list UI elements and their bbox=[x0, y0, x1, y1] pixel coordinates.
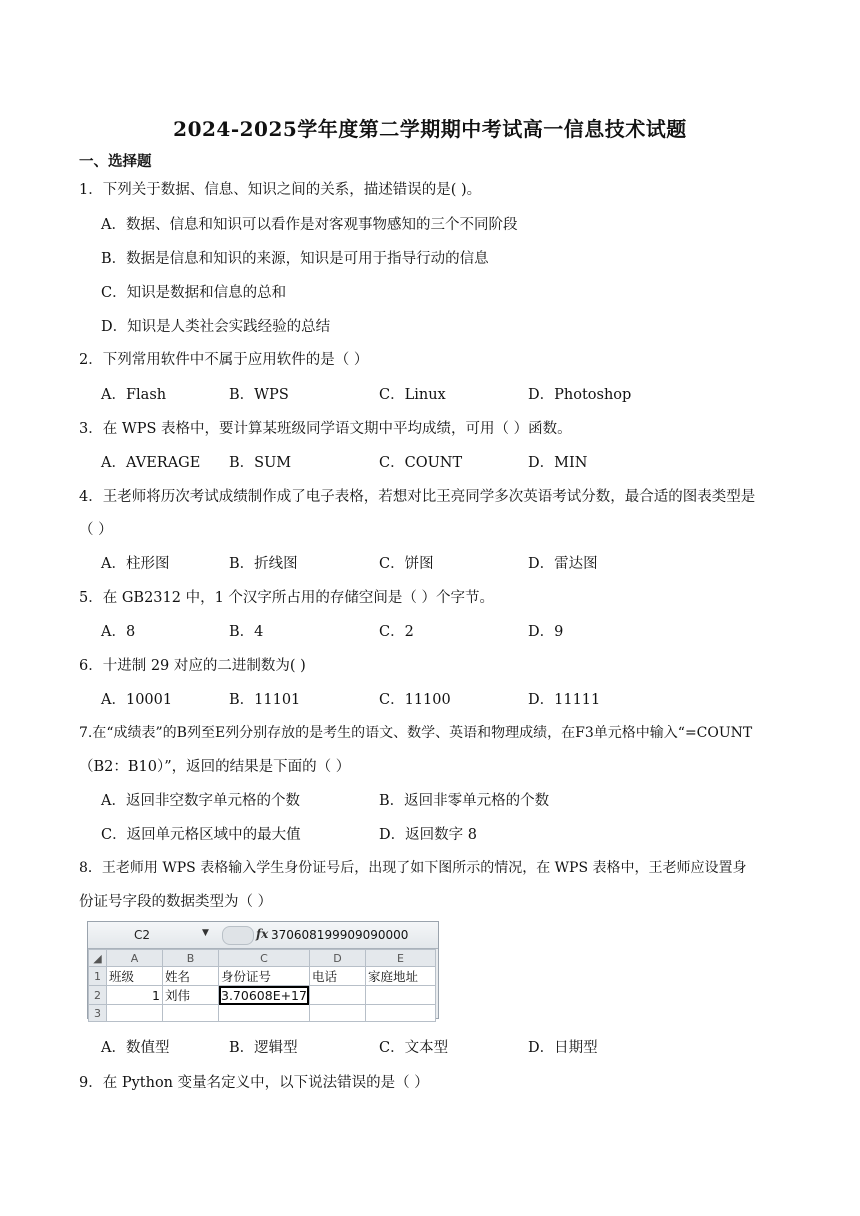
question-2-option-d: D．Photoshop bbox=[528, 387, 632, 403]
question-5-option-c: C．2 bbox=[379, 624, 414, 640]
cell: 姓名 bbox=[163, 967, 219, 986]
question-8-option-b: B．逻辑型 bbox=[229, 1040, 298, 1056]
question-4-stem-continued: （ ） bbox=[79, 522, 113, 538]
selected-cell: 3.70608E+17 bbox=[219, 986, 310, 1005]
cell bbox=[365, 1005, 435, 1022]
name-box: C2 bbox=[134, 928, 151, 942]
question-4-stem: 4．王老师将历次考试成绩制作成了电子表格，若想对比王亮同学多次英语考试分数，最合适的图表类型是 bbox=[79, 489, 756, 505]
cell: 刘伟 bbox=[163, 986, 219, 1005]
cell: 家庭地址 bbox=[365, 967, 435, 986]
cell bbox=[309, 986, 365, 1005]
column-header: D bbox=[309, 950, 365, 967]
cell bbox=[107, 1005, 163, 1022]
row-header: 3 bbox=[89, 1005, 107, 1022]
question-6-option-c: C．11100 bbox=[379, 692, 451, 708]
question-6-option-b: B．11101 bbox=[229, 692, 301, 708]
question-5-option-a: A．8 bbox=[101, 624, 136, 640]
question-2-option-a: A．Flash bbox=[101, 387, 167, 403]
chevron-down-icon: ▼ bbox=[202, 928, 209, 938]
question-2-stem: 2．下列常用软件中不属于应用软件的是（ ） bbox=[79, 352, 369, 368]
question-7-option-b: B．返回非零单元格的个数 bbox=[379, 793, 550, 809]
sheet-grid bbox=[88, 949, 436, 1022]
question-8-stem: 8．王老师用 WPS 表格输入学生身份证号后，出现了如下图所示的情况，在 WPS 表格中，王老师应设置身 bbox=[79, 860, 747, 876]
cell: 班级 bbox=[107, 967, 163, 986]
question-3-stem: 3．在 WPS 表格中，要计算某班级同学语文期中平均成绩，可用（ ）函数。 bbox=[79, 421, 572, 437]
row-header: 1 bbox=[89, 967, 107, 986]
question-7-option-d: D．返回数字 8 bbox=[379, 827, 477, 843]
question-1-option-c: C．知识是数据和信息的总和 bbox=[101, 285, 287, 301]
column-header: C bbox=[219, 950, 310, 967]
column-header: A bbox=[107, 950, 163, 967]
cell bbox=[309, 1005, 365, 1022]
page-title: 2024-2025学年度第二学期期中考试高一信息技术试题 bbox=[173, 117, 687, 141]
formula-value: 370608199909090000 bbox=[271, 928, 409, 942]
question-2-option-b: B．WPS bbox=[229, 387, 289, 403]
question-4-option-a: A．柱形图 bbox=[101, 556, 170, 572]
question-3-option-d: D．MIN bbox=[528, 455, 588, 471]
column-header: B bbox=[163, 950, 219, 967]
cell: 身份证号 bbox=[219, 967, 310, 986]
question-5-option-b: B．4 bbox=[229, 624, 264, 640]
cell bbox=[219, 1005, 310, 1022]
question-1-option-d: D．知识是人类社会实践经验的总结 bbox=[101, 319, 331, 335]
corner-cell: ◢ bbox=[89, 950, 107, 967]
section-heading: 一、选择题 bbox=[79, 153, 152, 170]
question-8-option-d: D．日期型 bbox=[528, 1040, 598, 1056]
question-7-stem-continued: （B2：B10）”，返回的结果是下面的（ ） bbox=[79, 759, 351, 775]
question-5-option-d: D．9 bbox=[528, 624, 564, 640]
cell bbox=[163, 1005, 219, 1022]
function-icon: fx bbox=[256, 927, 269, 941]
cell bbox=[365, 986, 435, 1005]
question-8-option-c: C．文本型 bbox=[379, 1040, 449, 1056]
question-7-option-c: C．返回单元格区域中的最大值 bbox=[101, 827, 301, 843]
question-4-option-c: C．饼图 bbox=[379, 556, 434, 572]
question-6-option-a: A．10001 bbox=[101, 692, 173, 708]
cell: 1 bbox=[107, 986, 163, 1005]
spreadsheet-figure bbox=[87, 921, 439, 1019]
question-6-option-d: D．11111 bbox=[528, 692, 601, 708]
question-3-option-c: C．COUNT bbox=[379, 455, 463, 471]
question-4-option-b: B．折线图 bbox=[229, 556, 298, 572]
question-1-option-a: A．数据、信息和知识可以看作是对客观事物感知的三个不同阶段 bbox=[101, 217, 518, 233]
question-9-stem: 9．在 Python 变量名定义中，以下说法错误的是（ ） bbox=[79, 1075, 429, 1091]
column-header: E bbox=[365, 950, 435, 967]
question-6-stem: 6．十进制 29 对应的二进制数为( ) bbox=[79, 658, 306, 674]
question-3-option-b: B．SUM bbox=[229, 455, 292, 471]
row-header: 2 bbox=[89, 986, 107, 1005]
cell: 电话 bbox=[309, 967, 365, 986]
question-7-stem: 7.在“成绩表”的B列至E列分别存放的是考生的语文、数学、英语和物理成绩，在F3单元格中输入“=COUNT bbox=[79, 725, 753, 741]
formula-bar bbox=[88, 922, 438, 949]
question-1-option-b: B．数据是信息和知识的来源，知识是可用于指导行动的信息 bbox=[101, 251, 489, 267]
question-1-stem: 1．下列关于数据、信息、知识之间的关系，描述错误的是( )。 bbox=[79, 182, 482, 198]
question-3-option-a: A．AVERAGE bbox=[101, 455, 201, 471]
question-5-stem: 5．在 GB2312 中，1 个汉字所占用的存储空间是（ ）个字节。 bbox=[79, 590, 495, 606]
question-4-option-d: D．雷达图 bbox=[528, 556, 598, 572]
formula-buttons bbox=[222, 926, 254, 945]
question-7-option-a: A．返回非空数字单元格的个数 bbox=[101, 793, 300, 809]
question-8-option-a: A．数值型 bbox=[101, 1040, 170, 1056]
question-8-stem-continued: 份证号字段的数据类型为（ ） bbox=[79, 894, 273, 910]
question-2-option-c: C．Linux bbox=[379, 387, 446, 403]
